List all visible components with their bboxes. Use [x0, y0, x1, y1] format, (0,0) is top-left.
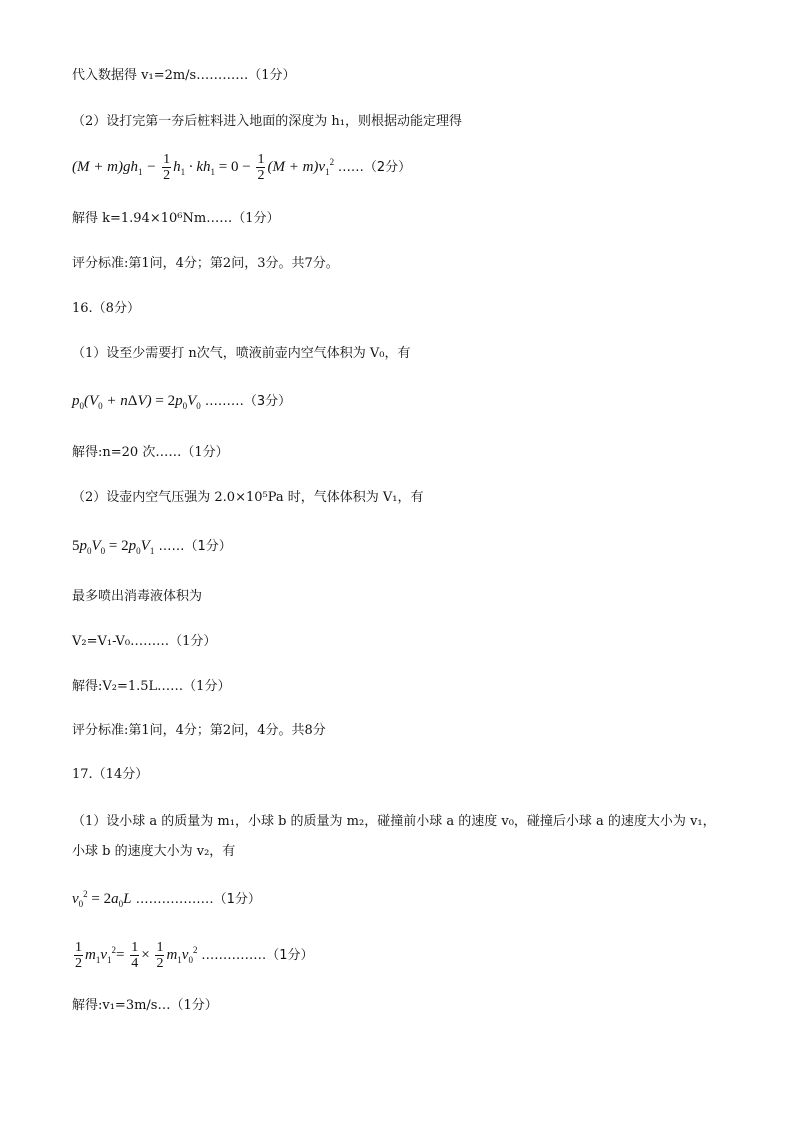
score-note: ……（2分）: [337, 159, 412, 175]
equation-kinematics: [72, 889, 261, 910]
score-note: ……（1分）: [158, 539, 232, 554]
text-line-18: 小球 b 的速度大小为 v₂，有: [72, 844, 236, 859]
score-note: ………（3分）: [204, 394, 292, 409]
equation-formula: $5p_0V_0 = 2p_0V_1$: [72, 538, 155, 556]
text-line-10: （2）设壶内空气压强为 2.0×10⁵Pa 时，气体体积为 V₁，有: [72, 490, 424, 505]
equation-pressure-1: [72, 391, 291, 412]
question-17-heading: 17.（14分）: [72, 767, 149, 782]
text-line-1: 代入数据得 v₁=2m/s…………（1分）: [72, 68, 296, 83]
text-line-13: V₂=V₁-V₀………（1分）: [72, 634, 217, 649]
equation-formula: $v_0^2 = 2a_0L$: [72, 889, 132, 909]
text-line-14: 解得:V₂=1.5L……（1分）: [72, 679, 231, 694]
equation-formula: $p_0(V_0 + n\Delta V) = 2p_0V_0$: [72, 393, 201, 411]
equation-formula: $\frac{1}{2}$ $m_1v_1^2=$ $\frac{1}{4}$ × $\frac{1}{2}$ $m_1v_0^2$: [75, 940, 198, 971]
text-line-5: 评分标准:第1问，4分；第2问，3分。共7分。: [72, 256, 339, 271]
text-line-21: 解得:v₁=3m/s…（1分）: [72, 998, 218, 1013]
equation-formula: $(M + m)gh_1$ − $\frac{1}{2}$ $h_1 \cdot kh_1 = 0$ − $\frac{1}{2}$ $(M + m)v_1^2$: [72, 152, 335, 183]
text-line-15: 评分标准:第1问，4分；第2问，4分。共8分: [72, 723, 326, 738]
text-line-2: （2）设打完第一夯后桩料进入地面的深度为 h₁，则根据动能定理得: [72, 114, 462, 129]
question-16-heading: 16.（8分）: [72, 301, 140, 316]
text-line-7: （1）设至少需要打 n次气，喷液前壶内空气体积为 V₀，有: [72, 346, 411, 361]
equation-kinetic-energy: [72, 940, 314, 971]
text-line-4: 解得 k=1.94×10⁶Nm……（1分）: [72, 211, 280, 226]
equation-pressure-2: [72, 536, 232, 557]
score-note: ………………（1分）: [135, 892, 261, 907]
equation-energy: [72, 152, 411, 183]
text-line-17: （1）设小球 a 的质量为 m₁，小球 b 的质量为 m₂，碰撞前小球 a 的速度 v₀，碰撞后小球 a 的速度大小为 v₁，: [72, 814, 716, 829]
score-note: ……………（1分）: [201, 947, 314, 963]
text-line-9: 解得:n=20 次……（1分）: [72, 445, 229, 460]
text-line-12: 最多喷出消毒液体积为: [72, 589, 203, 604]
